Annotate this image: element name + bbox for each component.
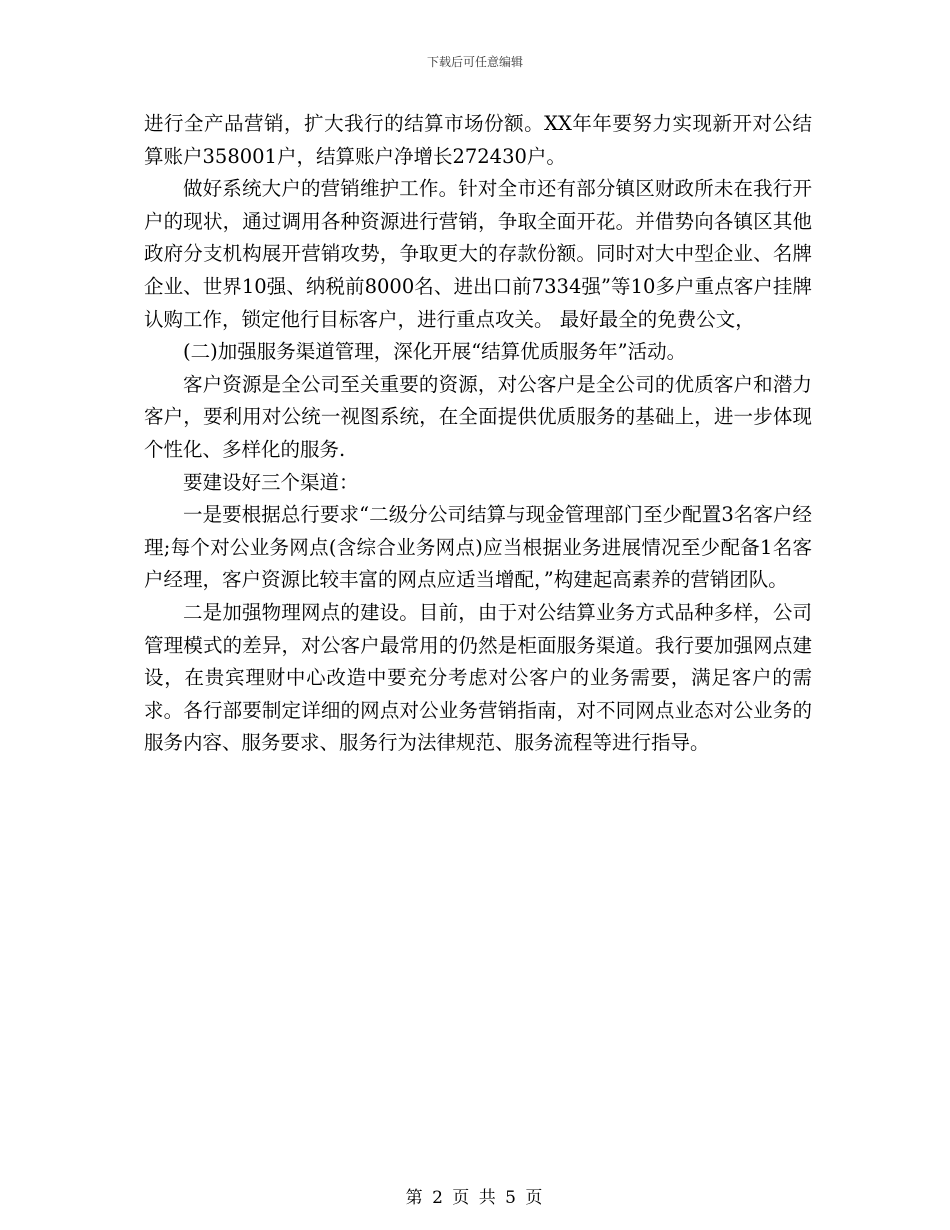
paragraph-three-channels: 要建设好三个渠道： — [183, 470, 359, 494]
paragraph-channel-one: 一是要根据总行要求“二级分公司结算与现金管理部门至少配置3名客户经理;每个对公业务网点(含综合业务网点)应当根据业务进展情况至少配备1名客户经理，客户资源比较丰富的网点应适当增配，”构建起高素养的营销团队。 — [144, 503, 812, 592]
paragraph-continued: 进行全产品营销，扩大我行的结算市场份额。XX年年要努力实现新开对公结算账户358001户，结算账户净增长272430户。 — [144, 112, 812, 168]
paragraph-key-accounts: 做好系统大户的营销维护工作。针对全市还有部分镇区财政所未在我行开户的现状，通过调用各种资源进行营销，争取全面开花。并借势向各镇区其他政府分支机构展开营销攻势，争取更大的存款份额。同时对大中型企业、名牌企业、世界10强、纳税前8000名、进出口前7334强”等10多户重点客户挂牌认购工作，锁定他行目标客户，进行重点攻关。 最好最全的免费公文， — [144, 177, 812, 331]
paragraph-channel-two: 二是加强物理网点的建设。目前，由于对公结算业务方式品种多样，公司管理模式的差异，对公客户最常用的仍然是柜面服务渠道。我行要加强网点建设，在贵宾理财中心改造中要充分考虑对公客户的业务需要，满足客户的需求。各行部要制定详细的网点对公业务营销指南，对不同网点业态对公业务的服务内容、服务要求、服务行为法律规范、服务流程等进行指导。 — [144, 600, 812, 755]
page-header-note: 下载后可任意编辑 — [426, 55, 523, 69]
page-number: 第 2 页 共 5 页 — [405, 1188, 545, 1208]
paragraph-customer-resources: 客户资源是全公司至关重要的资源，对公客户是全公司的优质客户和潜力客户，要利用对公统一视图系统，在全面提供优质服务的基础上，进一步体现个性化、多样化的服务. — [144, 372, 812, 461]
section-heading-service-channels: (二)加强服务渠道管理，深化开展“结算优质服务年”活动。 — [183, 340, 687, 364]
document-body — [144, 108, 812, 760]
